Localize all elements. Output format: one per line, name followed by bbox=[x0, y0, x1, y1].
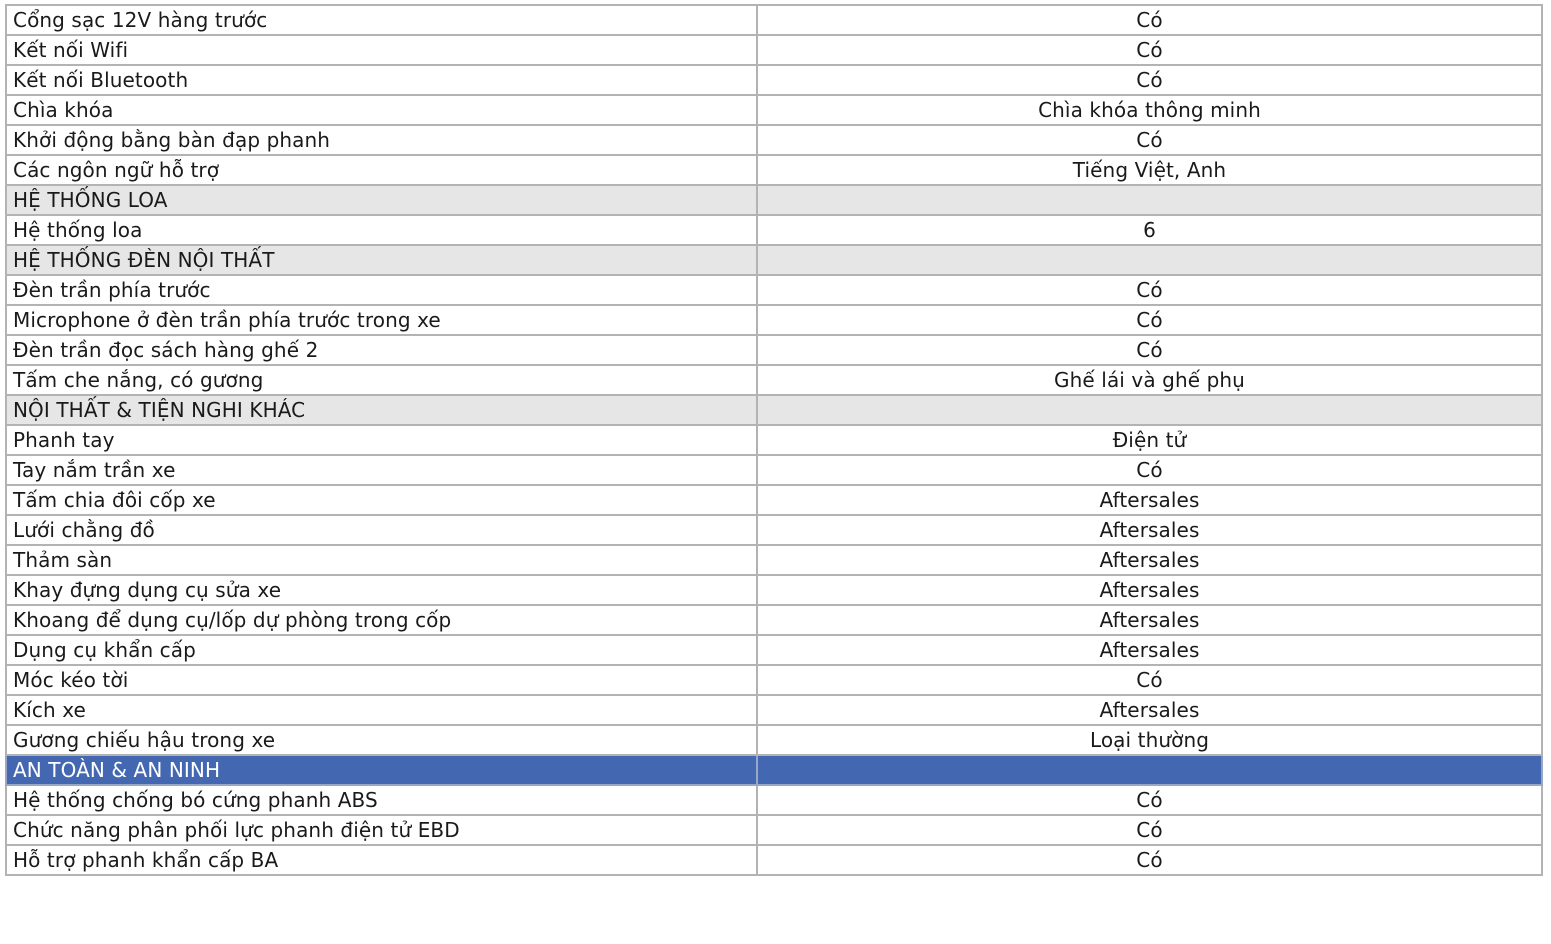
table-row bbox=[6, 785, 1542, 815]
section-title: NỘI THẤT & TIỆN NGHI KHÁC bbox=[6, 395, 757, 425]
feature-label: Đèn trần phía trước bbox=[6, 275, 757, 305]
section-header-row bbox=[6, 245, 1542, 275]
feature-value: Có bbox=[757, 815, 1542, 845]
table-row bbox=[6, 5, 1542, 35]
feature-value: Có bbox=[757, 785, 1542, 815]
table-row bbox=[6, 845, 1542, 875]
feature-value: Aftersales bbox=[757, 695, 1542, 725]
section-value-cell bbox=[757, 185, 1542, 215]
table-row bbox=[6, 695, 1542, 725]
feature-label: Các ngôn ngữ hỗ trợ bbox=[6, 155, 757, 185]
section-header-row bbox=[6, 395, 1542, 425]
table-row bbox=[6, 95, 1542, 125]
table-row bbox=[6, 485, 1542, 515]
feature-value: Điện tử bbox=[757, 425, 1542, 455]
feature-label: Khay đựng dụng cụ sửa xe bbox=[6, 575, 757, 605]
feature-label: Gương chiếu hậu trong xe bbox=[6, 725, 757, 755]
feature-label: Chức năng phân phối lực phanh điện tử EBD bbox=[6, 815, 757, 845]
feature-label: Móc kéo tời bbox=[6, 665, 757, 695]
section-value-cell bbox=[757, 755, 1542, 785]
table-row bbox=[6, 335, 1542, 365]
feature-value: Có bbox=[757, 455, 1542, 485]
table-row bbox=[6, 635, 1542, 665]
spec-sheet bbox=[5, 4, 1541, 876]
table-row bbox=[6, 125, 1542, 155]
feature-value: Có bbox=[757, 125, 1542, 155]
feature-label: Lưới chằng đồ bbox=[6, 515, 757, 545]
feature-label: Kết nối Wifi bbox=[6, 35, 757, 65]
feature-label: Tấm chia đôi cốp xe bbox=[6, 485, 757, 515]
feature-value: Có bbox=[757, 845, 1542, 875]
table-row bbox=[6, 275, 1542, 305]
feature-value: Loại thường bbox=[757, 725, 1542, 755]
table-row bbox=[6, 455, 1542, 485]
feature-label: Hệ thống chống bó cứng phanh ABS bbox=[6, 785, 757, 815]
feature-label: Tấm che nắng, có gương bbox=[6, 365, 757, 395]
table-row bbox=[6, 155, 1542, 185]
feature-value: Có bbox=[757, 65, 1542, 95]
section-title: HỆ THỐNG ĐÈN NỘI THẤT bbox=[6, 245, 757, 275]
section-header-row bbox=[6, 755, 1542, 785]
section-title: AN TOÀN & AN NINH bbox=[6, 755, 757, 785]
feature-value: Aftersales bbox=[757, 635, 1542, 665]
feature-value: Chìa khóa thông minh bbox=[757, 95, 1542, 125]
feature-label: Hệ thống loa bbox=[6, 215, 757, 245]
section-header-row bbox=[6, 185, 1542, 215]
feature-value: Tiếng Việt, Anh bbox=[757, 155, 1542, 185]
feature-label: Đèn trần đọc sách hàng ghế 2 bbox=[6, 335, 757, 365]
table-row bbox=[6, 35, 1542, 65]
table-row bbox=[6, 665, 1542, 695]
spec-table bbox=[5, 4, 1543, 876]
section-value-cell bbox=[757, 395, 1542, 425]
feature-value: Có bbox=[757, 35, 1542, 65]
feature-value: Có bbox=[757, 305, 1542, 335]
feature-label: Cổng sạc 12V hàng trước bbox=[6, 5, 757, 35]
feature-value: Có bbox=[757, 665, 1542, 695]
table-row bbox=[6, 725, 1542, 755]
section-title: HỆ THỐNG LOA bbox=[6, 185, 757, 215]
feature-label: Kết nối Bluetooth bbox=[6, 65, 757, 95]
feature-value: Aftersales bbox=[757, 545, 1542, 575]
feature-label: Dụng cụ khẩn cấp bbox=[6, 635, 757, 665]
feature-label: Microphone ở đèn trần phía trước trong xe bbox=[6, 305, 757, 335]
table-row bbox=[6, 575, 1542, 605]
feature-value: Ghế lái và ghế phụ bbox=[757, 365, 1542, 395]
feature-value: Có bbox=[757, 335, 1542, 365]
spec-table-body bbox=[6, 5, 1542, 875]
feature-value: Aftersales bbox=[757, 485, 1542, 515]
table-row bbox=[6, 815, 1542, 845]
table-row bbox=[6, 65, 1542, 95]
feature-label: Khởi động bằng bàn đạp phanh bbox=[6, 125, 757, 155]
table-row bbox=[6, 515, 1542, 545]
table-row bbox=[6, 545, 1542, 575]
feature-label: Kích xe bbox=[6, 695, 757, 725]
feature-value: 6 bbox=[757, 215, 1542, 245]
table-row bbox=[6, 425, 1542, 455]
feature-value: Có bbox=[757, 5, 1542, 35]
feature-label: Thảm sàn bbox=[6, 545, 757, 575]
feature-value: Aftersales bbox=[757, 575, 1542, 605]
feature-label: Khoang để dụng cụ/lốp dự phòng trong cốp bbox=[6, 605, 757, 635]
feature-value: Có bbox=[757, 275, 1542, 305]
table-row bbox=[6, 305, 1542, 335]
feature-value: Aftersales bbox=[757, 515, 1542, 545]
feature-label: Hỗ trợ phanh khẩn cấp BA bbox=[6, 845, 757, 875]
table-row bbox=[6, 365, 1542, 395]
section-value-cell bbox=[757, 245, 1542, 275]
feature-value: Aftersales bbox=[757, 605, 1542, 635]
table-row bbox=[6, 605, 1542, 635]
table-row bbox=[6, 215, 1542, 245]
feature-label: Phanh tay bbox=[6, 425, 757, 455]
feature-label: Tay nắm trần xe bbox=[6, 455, 757, 485]
feature-label: Chìa khóa bbox=[6, 95, 757, 125]
